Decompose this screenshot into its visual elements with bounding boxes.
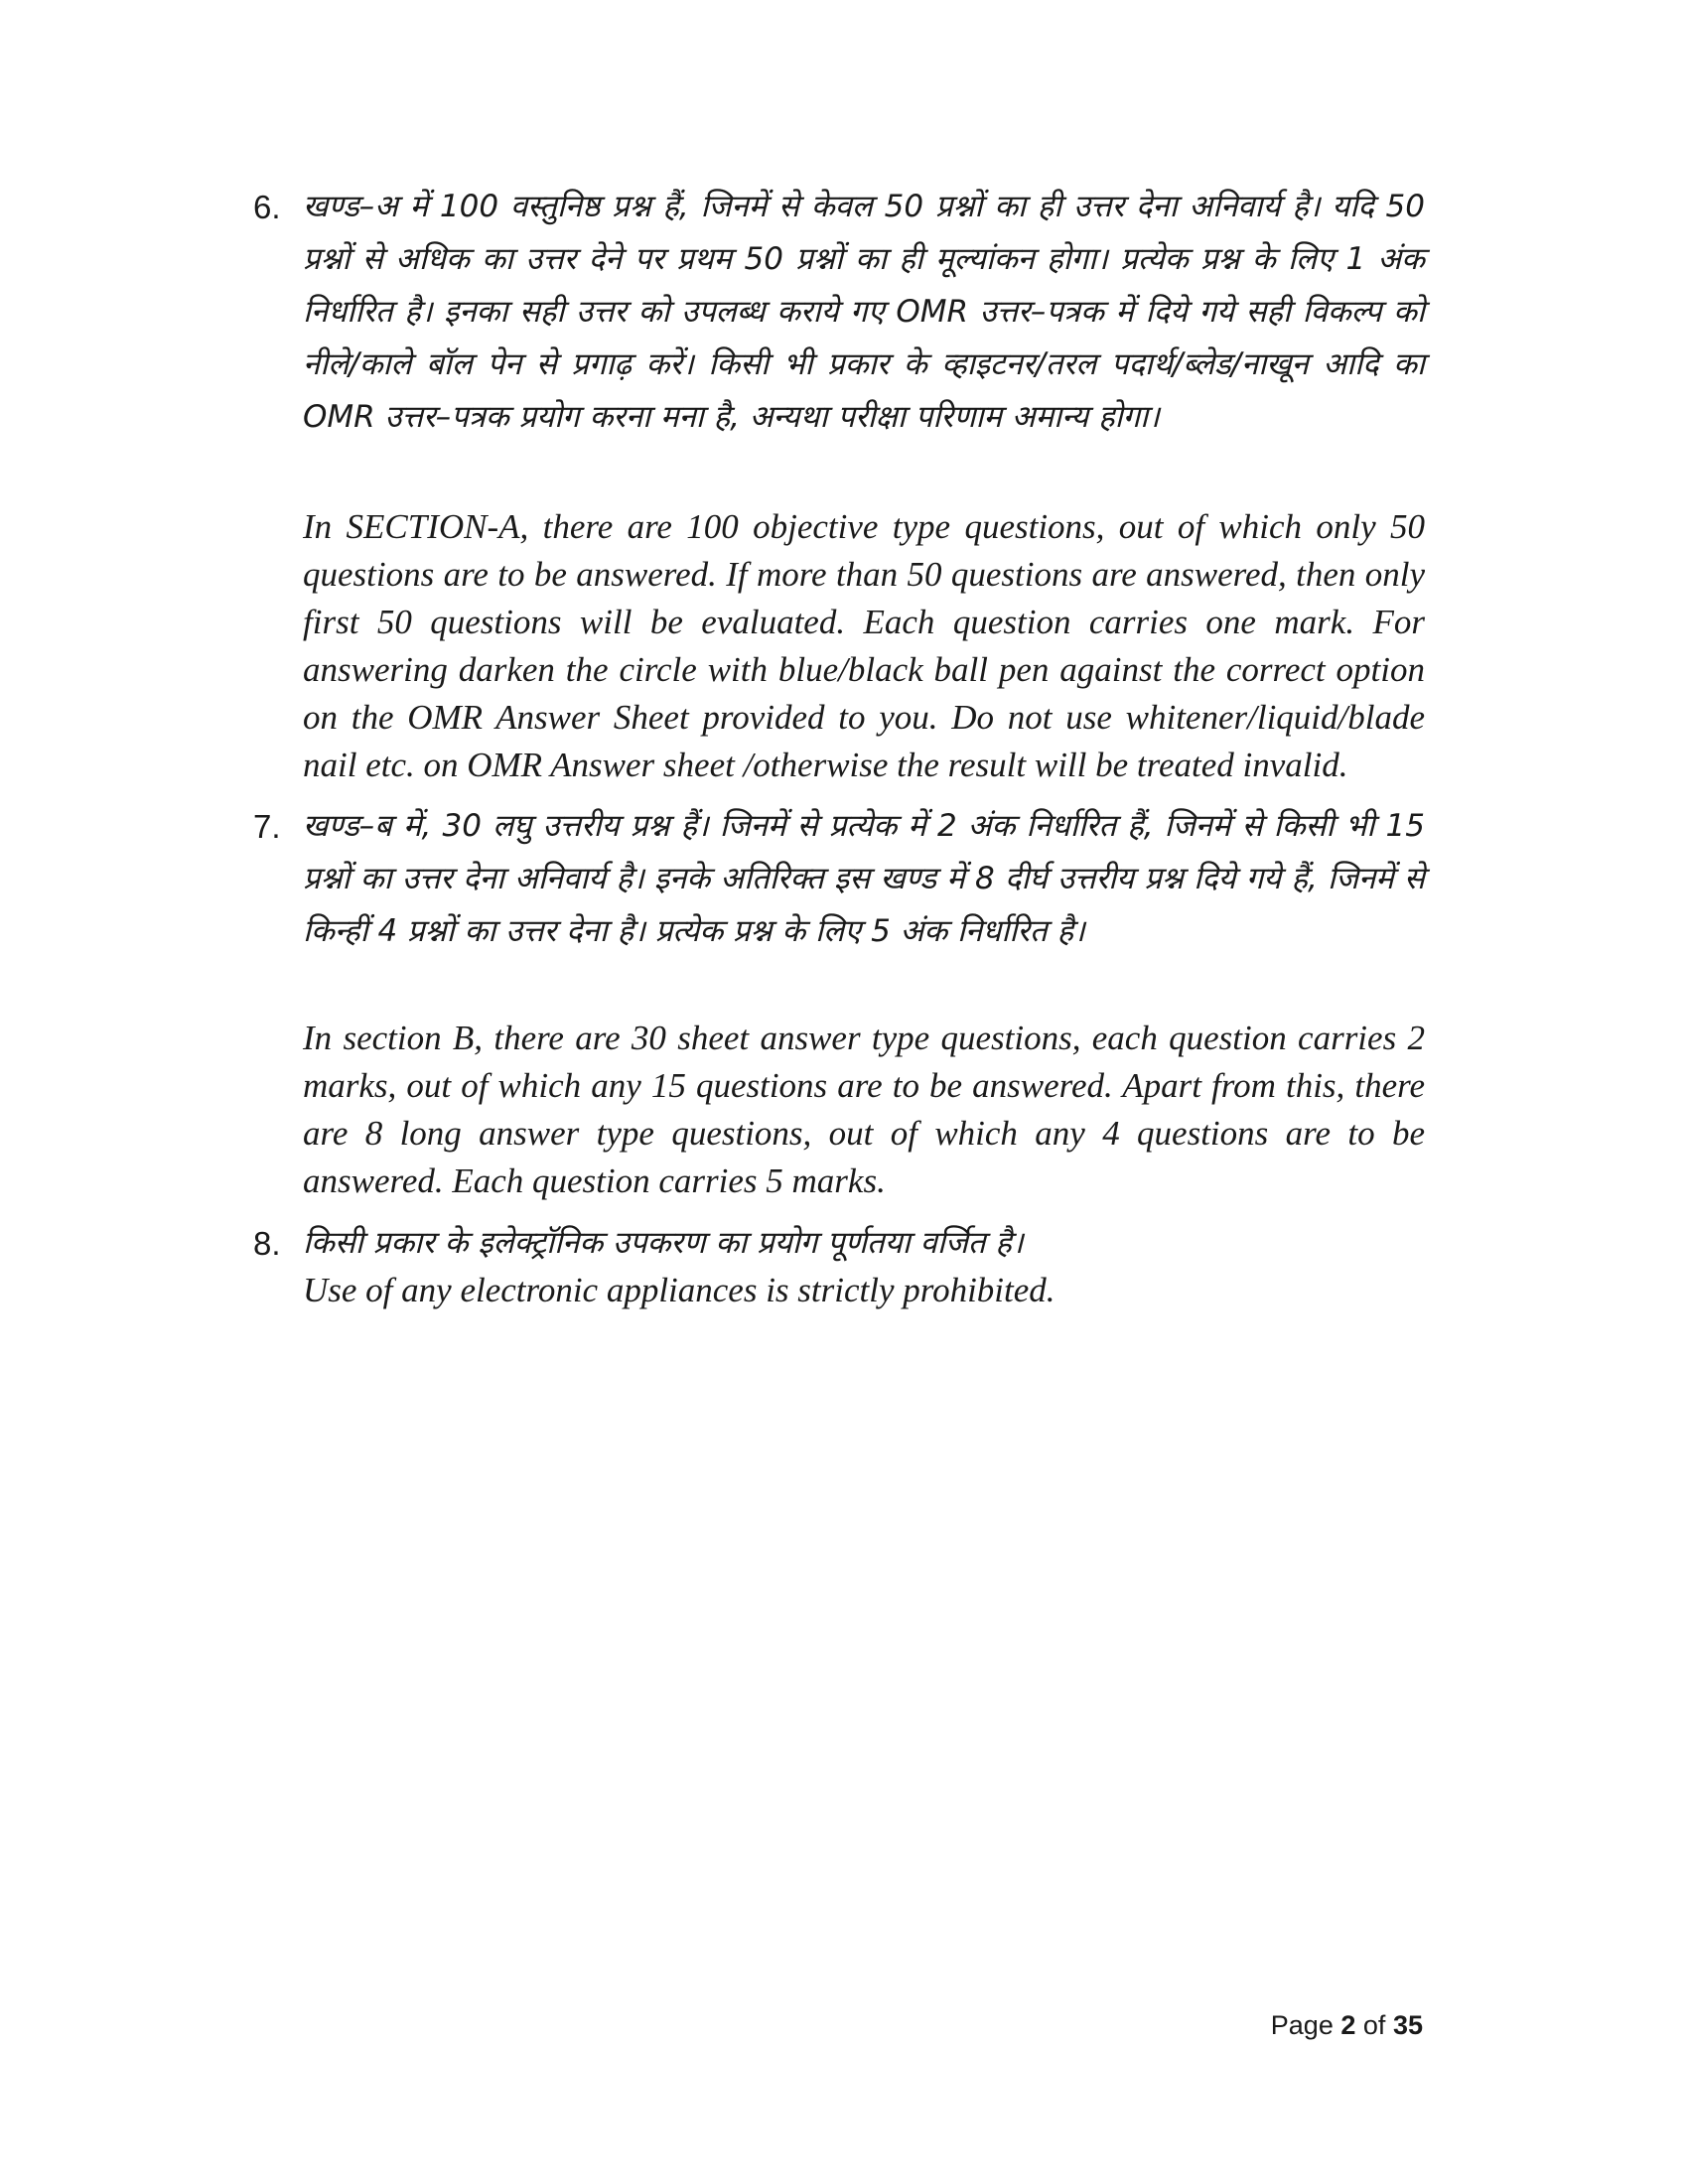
instruction-hindi-text: खण्ड–अ में 100 वस्तुनिष्ठ प्रश्न हैं, जिनमें से केवल 50 प्रश्नों का ही उत्तर देना अनिवार्य है। यदि 50 प्रश्नों से अधिक का उत्तर देने पर प्रथम 50 प्रश्नों का ही मूल्यांकन होगा। प्रत्येक प्रश्न के लिए 1 अंक निर्धारित है। इनका सही उत्तर को उपलब्ध कराये गए OMR उत्तर–पत्रक में दिये गये सही विकल्प को नीले/काले बॉल पेन से प्रगाढ़ करें। किसी भी प्रकार के व्हाइटनर/तरल पदार्थ/ब्लेड/नाखून आदि का OMR उत्तर–पत्रक प्रयोग करना मना है, अन्यथा परीक्षा परिणाम अमान्य होगा। [303, 189, 1425, 435]
of-word: of [1362, 2010, 1386, 2040]
instruction-number: 6. [253, 189, 281, 225]
instruction-number: 8. [253, 1225, 281, 1262]
instruction-english-text: Use of any electronic appliances is strictly prohibited. [303, 1271, 1055, 1309]
instruction-8 [253, 1217, 1425, 1273]
instruction-7-english [253, 1015, 1425, 1213]
instruction-8-english [253, 1267, 1425, 1318]
instruction-number: 7. [253, 808, 281, 845]
instruction-english-text: In SECTION-A, there are 100 objective type questions, out of which only 50 questions are to be answered. If more than 50 questions are answered, then only first 50 questions will be evaluated. Each question carries one mark. For answering darken the circle with blue/black ball pen against the correct option on the OMR Answer Sheet provided to you. Do not use whitener/liquid/blade nail etc. on OMR Answer sheet /otherwise the result will be treated invalid. [303, 507, 1425, 784]
page-current: 2 [1340, 2010, 1356, 2040]
page-word: Page [1270, 2010, 1334, 2040]
instruction-english-text: In section B, there are 30 sheet answer type questions, each question carries 2 marks, out of which any 15 questions are to be answered. Apart from this, there are 8 long answer type questions, out of which any 4 questions are to be answered. Each question carries 5 marks. [303, 1019, 1425, 1200]
instruction-6 [253, 181, 1425, 503]
instruction-hindi-text: किसी प्रकार के इलेक्ट्रॉनिक उपकरण का प्रयोग पूर्णतया वर्जित है। [303, 1225, 1024, 1261]
instruction-hindi-text: खण्ड–ब में, 30 लघु उत्तरीय प्रश्न हैं। जिनमें से प्रत्येक में 2 अंक निर्धारित हैं, जिनमें से किसी भी 15 प्रश्नों का उत्तर देना अनिवार्य है। इनके अतिरिक्त इस खण्ड में 8 दीर्घ उत्तरीय प्रश्न दिये गये हैं, जिनमें से किन्हीं 4 प्रश्नों का उत्तर देना है। प्रत्येक प्रश्न के लिए 5 अंक निर्धारित है। [303, 808, 1425, 949]
page-number-footer [1192, 2007, 1423, 2043]
instruction-6-english [253, 503, 1425, 791]
page-total: 35 [1392, 2010, 1423, 2040]
instruction-7 [253, 800, 1425, 1014]
